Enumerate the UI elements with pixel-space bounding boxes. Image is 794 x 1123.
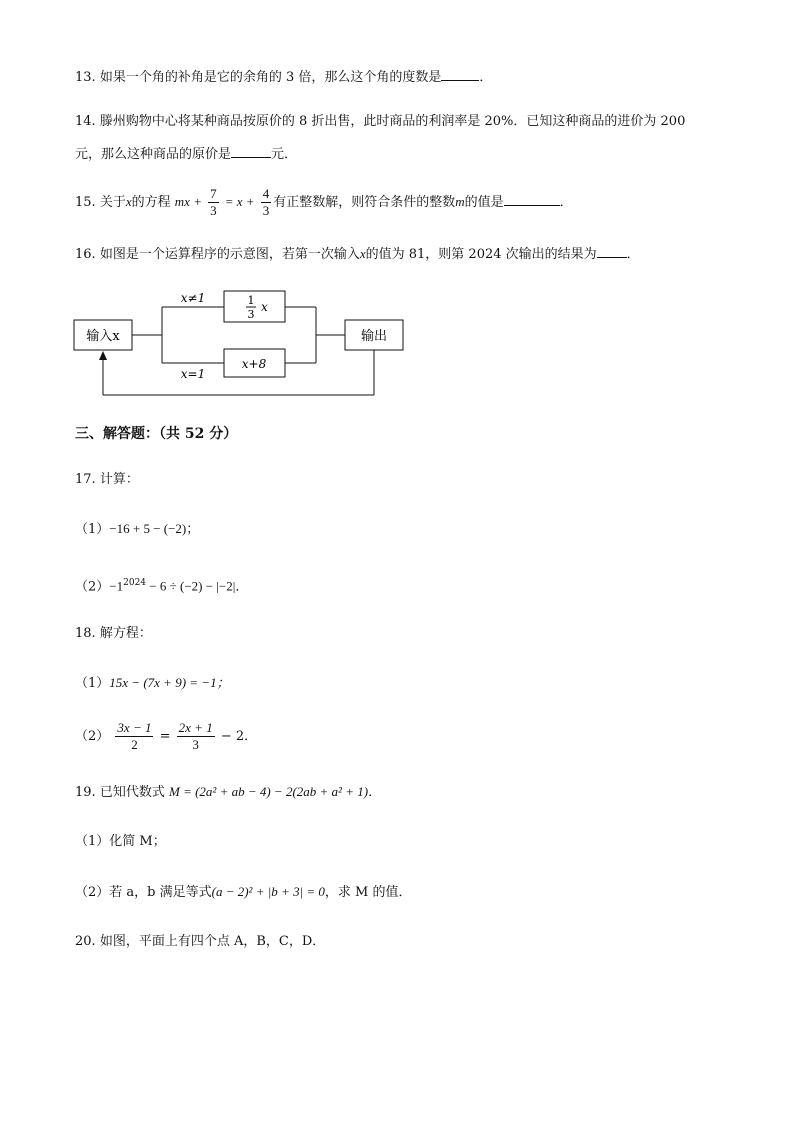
question-text: 的值是 (464, 195, 504, 210)
fraction: $\frac{2x + 1}{3}$ (178, 720, 213, 752)
question-text: 已知代数式 (99, 785, 165, 800)
question-16 (75, 243, 640, 265)
question-text: 滕州购物中心将某种商品按原价的 8 折出售，此时商品的利润率是 20%．已知这种商品的进价为 200 (99, 114, 686, 129)
upper-op-numerator: 1 (247, 294, 255, 307)
math-expression: M = (2a² + ab − 4) − 2(2ab + a² + 1)． (168, 784, 382, 799)
question-17 (75, 470, 139, 490)
question-18 (75, 624, 152, 644)
answer-blank[interactable] (504, 191, 560, 206)
part-label: （2） (75, 579, 110, 595)
answer-blank[interactable] (597, 243, 627, 258)
question-text: 计算： (99, 472, 139, 487)
question-text: 元． (271, 147, 298, 162)
math-expression: (a − 2)² + |b + 3| = 0 (211, 884, 325, 899)
question-14 (75, 112, 685, 132)
question-19 (75, 782, 381, 803)
question-text: 的值为 81，则第 2024 次输出的结果为 (365, 247, 597, 262)
question-text: ，求 M 的值． (324, 885, 412, 900)
variable-x: x (125, 194, 132, 209)
exponent: 2024 (123, 578, 147, 588)
variable-x: x (359, 246, 366, 261)
math-expression: −16 + 5 − (−2)； (109, 521, 200, 536)
math-expression: − 2． (220, 729, 258, 744)
part-label: （1） (75, 834, 110, 849)
question-number: 20. (75, 934, 96, 949)
question-number: 16. (75, 247, 96, 262)
question-number: 18. (75, 626, 96, 641)
question-13 (75, 66, 492, 88)
equation-lhs: mx + (174, 194, 202, 209)
question-text: 元，那么这种商品的原价是 (75, 147, 232, 162)
equals-sign: = (159, 729, 171, 744)
part-label: （1） (75, 676, 110, 691)
flowchart-diagram (0, 280, 794, 410)
math-expression: −1 (109, 578, 124, 594)
question-text: 若 a，b 满足等式 (109, 885, 212, 900)
question-15 (75, 183, 573, 222)
fraction-4-3: $\frac{4}{3}$ (262, 186, 270, 218)
question-14-cont (75, 143, 297, 165)
punctuation: ． (559, 195, 573, 210)
punctuation: ． (479, 70, 493, 85)
question-number: 14. (75, 114, 96, 129)
lower-condition: x=1 (180, 367, 206, 381)
math-expression: 15x − (7x + 9) = −1； (109, 675, 230, 690)
question-text: 如图，平面上有四个点 A，B，C，D． (99, 934, 326, 949)
question-20 (75, 932, 325, 952)
upper-condition: x≠1 (180, 291, 206, 305)
variable-m: m (455, 194, 465, 209)
question-17-part-2 (75, 573, 248, 597)
question-number: 17. (75, 472, 96, 487)
output-label: 输出 (360, 329, 388, 344)
question-18-part-1 (75, 673, 230, 694)
question-text: 有正整数解，则符合条件的整数 (273, 195, 456, 210)
fraction-7-3: $\frac{7}{3}$ (210, 186, 217, 218)
question-number: 13. (75, 70, 96, 85)
section-heading: 三、解答题：（共 52 分） (75, 426, 238, 442)
input-label: 输入x (86, 329, 120, 344)
part-label: （2） (75, 729, 110, 744)
fraction: $\frac{3x - 1}{2}$ (117, 720, 152, 752)
question-19-part-2 (75, 882, 412, 903)
question-number: 19. (75, 785, 96, 800)
math-expression: − 6 ÷ (−2) − |−2|． (146, 578, 249, 594)
question-text: 如果一个角的补角是它的余角的 3 倍，那么这个角的度数是 (99, 70, 442, 85)
question-text: 化简 M； (109, 834, 166, 849)
question-text: 解方程： (99, 626, 152, 641)
equation-rhs: = x + (224, 194, 255, 209)
answer-blank[interactable] (441, 66, 479, 81)
upper-op-denominator: 3 (247, 308, 255, 321)
question-text: 如图是一个运算程序的示意图，若第一次输入 (99, 247, 360, 262)
upper-op-variable: x (261, 300, 268, 314)
lower-op-label: x+8 (241, 357, 267, 371)
part-label: （2） (75, 885, 110, 900)
question-text: 的方程 (131, 195, 171, 210)
question-number: 15. (75, 195, 96, 210)
part-label: （1） (75, 522, 110, 537)
question-text: 关于 (99, 195, 126, 210)
question-17-part-1 (75, 519, 199, 540)
answer-blank[interactable] (231, 143, 271, 158)
arrow-up-icon (99, 351, 107, 360)
question-18-part-2 (75, 717, 257, 757)
punctuation: ． (626, 247, 640, 262)
question-19-part-1 (75, 832, 166, 852)
